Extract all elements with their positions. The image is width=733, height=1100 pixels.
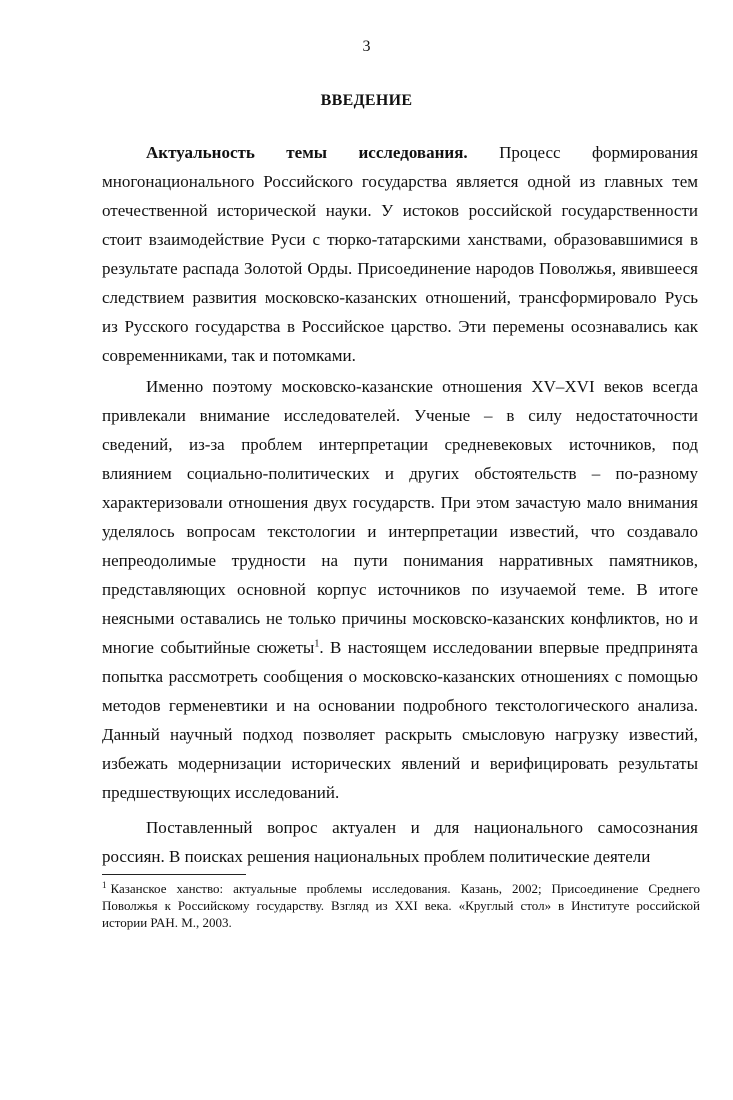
footnote-marker: 1 — [102, 879, 107, 890]
paragraph-historiography — [102, 372, 698, 807]
paragraph-text: Процесс формирования многонационального Российского государства является одной из главных тем отечественной исторической науки. У истоков российской государственности стоит взаимодействие Руси с тюрко-татарскими ханствами, образовавшимися в результате распада Золотой Орды. Присоединение народов Поволжья, явившееся следствием развития московско-казанских отношений, трансформировало Русь из Русского государства в Российское царство. Эти перемены осознавались как современниками, так и потомками. — [102, 143, 698, 365]
footnote — [102, 880, 700, 931]
footnote-text: Казанское ханство: актуальные проблемы исследования. Казань, 2002; Присоединение Среднего Поволжья к Российскому государству. Взгляд из XXI века. «Круглый стол» в Институте российской истории РАН. М., 2003. — [102, 881, 700, 930]
section-heading: ВВЕДЕНИЕ — [320, 92, 413, 109]
paragraph-relevance — [102, 138, 698, 370]
paragraph-national-identity — [102, 813, 698, 871]
paragraph-text-before-ref: Именно поэтому московско-казанские отношения XV–XVI веков всегда привлекали внимание исследователей. Ученые – в силу недостаточности сведений, из-за проблем интерпретации средневековых источников, под влиянием социально-политических и других обстоятельств – по-разному характеризовали отношения двух государств. При этом зачастую мало внимания уделялось вопросам текстологии и интерпретации известий, что создавало непреодолимые трудности на пути понимания нарративных памятников, представляющих основной корпус источников по изучаемой теме. В итоге неясными оставались не только причины московско-казанских конфликтов, но и многие событийные сюжеты — [102, 377, 698, 657]
body-text — [102, 138, 698, 871]
paragraph-text: Поставленный вопрос актуален и для национального самосознания россиян. В поисках решения национальных проблем политические деятели — [102, 818, 698, 866]
paragraph-text-after-ref: . В настоящем исследовании впервые предпринята попытка рассмотреть сообщения о московско-казанских отношениях с помощью методов герменевтики и на основании подробного текстологического анализа. Данный научный подход позволяет раскрыть смысловую нагрузку известий, избежать модернизации исторических явлений и верифицировать результаты предшествующих исследований. — [102, 638, 698, 802]
paragraph-lead: Актуальность темы исследования. — [146, 143, 468, 162]
footnote-reference[interactable]: 1 — [314, 638, 320, 650]
footnote-separator — [102, 874, 246, 875]
page-number: 3 — [362, 38, 371, 55]
